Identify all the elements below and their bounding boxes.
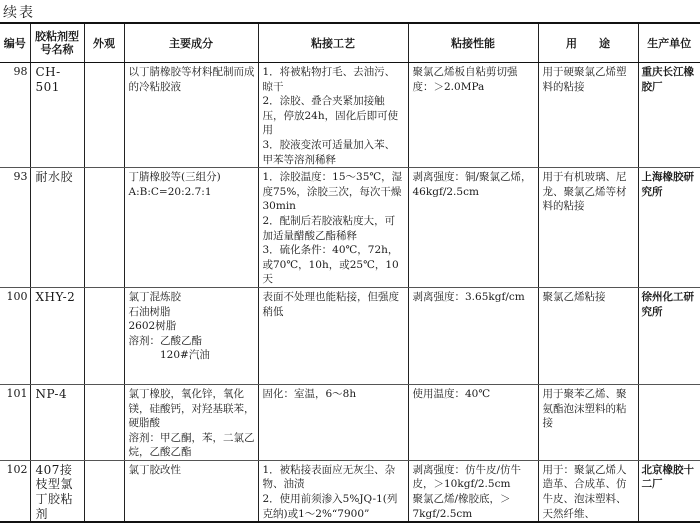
header-performance: 粘接性能 [408, 23, 538, 63]
cell-performance: 剥离强度：铜/聚氯乙烯，46kgf/2.5cm [408, 168, 538, 288]
table-row [0, 384, 700, 460]
cell-code: 耐水胶 [30, 168, 84, 288]
cell-performance: 使用温度：40℃ [408, 384, 538, 460]
table-row [0, 287, 700, 384]
header-code: 胶粘剂型号名称 [30, 23, 84, 63]
cell-code: XHY-2 [30, 287, 84, 384]
cell-code: CH-501 [30, 63, 84, 168]
table-row [0, 168, 700, 288]
cell-process: 1．涂胶温度：15～35℃，湿度75%，涂胶三次，每次干燥30min 2．配制后若胶液粘度大，可加适量醋酸乙酯稀释 3．硫化条件：40℃，72h，或70℃，10h，或25℃，10天 [258, 168, 408, 288]
cell-no: 102 [0, 460, 30, 522]
cell-appearance [84, 384, 124, 460]
table-row [0, 460, 700, 522]
cell-usage: 用于：聚氯乙烯人造革、合成革、仿牛皮、泡沫塑料、天然纤维、 [538, 460, 638, 522]
cell-no: 93 [0, 168, 30, 288]
cell-no: 98 [0, 63, 30, 168]
cell-composition: 丁腈橡胶等(三组分) A:B:C=20:2.7:1 [124, 168, 258, 288]
cell-appearance [84, 168, 124, 288]
cell-composition: 氯丁胶改性 [124, 460, 258, 522]
cell-no: 100 [0, 287, 30, 384]
cell-process: 表面不处理也能粘接，但强度稍低 [258, 287, 408, 384]
cell-performance: 剥离强度：仿牛皮/仿牛皮，＞10kgf/2.5cm 聚氯乙烯/橡胶底，＞7kgf/2.5cm [408, 460, 538, 522]
cell-usage: 用于硬聚氯乙烯塑料的粘接 [538, 63, 638, 168]
adhesive-table [0, 22, 700, 523]
table-caption: 续表 [3, 5, 35, 21]
table-row [0, 63, 700, 168]
cell-composition: 氯丁混炼胶 石油树脂 2602树脂 溶剂：乙酸乙酯 120#汽油 [124, 287, 258, 384]
header-no: 编号 [0, 23, 30, 63]
cell-performance: 剥离强度：3.65kgf/cm [408, 287, 538, 384]
header-usage: 用 途 [538, 23, 638, 63]
cell-maker: 徐州化工研究所 [638, 287, 700, 384]
cell-appearance [84, 287, 124, 384]
cell-composition: 以丁腈橡胶等材料配制而成的冷粘胶液 [124, 63, 258, 168]
header-row [0, 23, 700, 63]
cell-performance: 聚氯乙烯板自粘剪切强度：＞2.0MPa [408, 63, 538, 168]
cell-code: NP-4 [30, 384, 84, 460]
header-composition: 主要成分 [124, 23, 258, 63]
cell-process: 1．被粘接表面应无灰尘、杂物、油渍 2．使用前须渗入5%JQ-1(列克纳)或1～2%“7900” [258, 460, 408, 522]
cell-process: 1．将被粘物打毛、去油污、晾干 2．涂胶、叠合夹紧加接触压，停放24h，固化后即可使用 3．胶液变浓可适量加入苯、甲苯等溶剂稀释 [258, 63, 408, 168]
cell-maker: 上海橡胶研究所 [638, 168, 700, 288]
header-maker: 生产单位 [638, 23, 700, 63]
cell-usage: 聚氯乙烯粘接 [538, 287, 638, 384]
cell-no: 101 [0, 384, 30, 460]
cell-code: 407接枝型氯丁胶粘剂 [30, 460, 84, 522]
cell-maker: 重庆长江橡胶厂 [638, 63, 700, 168]
cell-maker: 北京橡胶十二厂 [638, 460, 700, 522]
cell-maker [638, 384, 700, 460]
cell-composition: 氯丁橡胶，氧化锌，氧化镁，硅酸钙，对羟基联苯，硬脂酸 溶剂：甲乙酮，苯，二氯乙烷，乙酸乙酯 [124, 384, 258, 460]
header-appearance: 外观 [84, 23, 124, 63]
cell-usage: 用于有机玻璃、尼龙、聚氯乙烯等材料的粘接 [538, 168, 638, 288]
cell-appearance [84, 63, 124, 168]
cell-usage: 用于聚苯乙烯、聚氨酯泡沫塑料的粘接 [538, 384, 638, 460]
header-process: 粘接工艺 [258, 23, 408, 63]
cell-process: 固化：室温，6～8h [258, 384, 408, 460]
cell-appearance [84, 460, 124, 522]
